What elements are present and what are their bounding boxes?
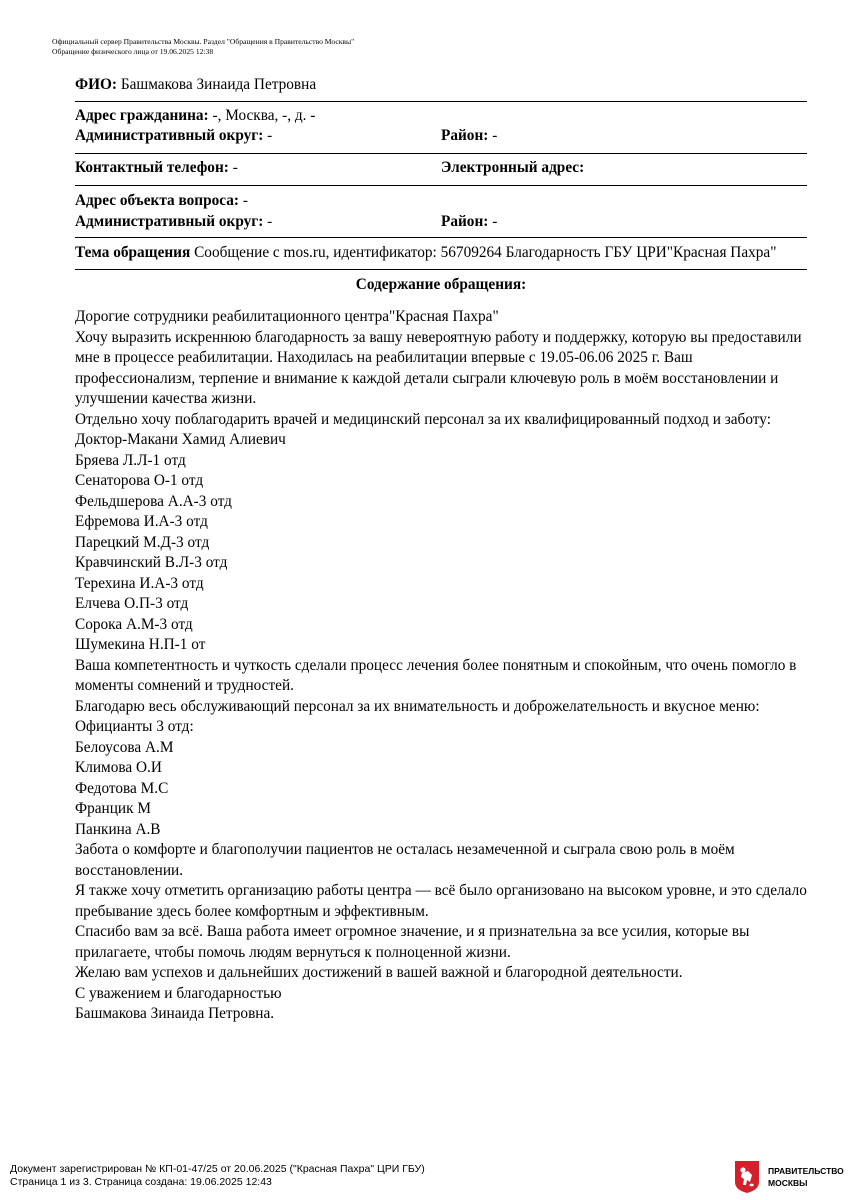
citizen-address-block [75,102,807,154]
content-line: Парецкий М.Д-3 отд [75,533,210,551]
content-line: Францик М [75,800,151,817]
object-address-block [75,186,807,238]
citizen-address-value: -, Москва, -, д. - [208,106,316,124]
phone-label: Контактный телефон: [75,158,229,176]
moscow-coat-of-arms-icon [734,1160,760,1194]
citizen-area-value: - [488,127,498,144]
content-line: Забота о комфорте и благополучии пациентов не осталась незамеченной и сыграла свою роль в моём восстановлении. [75,841,735,879]
fio-value: Башмакова Зинаида Петровна [117,76,317,93]
content-line: Бряева Л.Л-1 отд [75,451,186,469]
appeal-content [75,307,807,1025]
content-title: Содержание обращения: [355,275,527,293]
phone-value: - [228,158,238,176]
object-district-row [75,212,807,233]
header-source-line: Официальный сервер Правительства Москвы. Раздел "Обращения в Правительство Москвы" [52,37,355,46]
content-line: Башмакова Зинаида Петровна. [75,1005,275,1022]
content-line: Сенаторова О-1 отд [75,472,204,489]
citizen-address-label: Адрес гражданина: [75,106,209,124]
fio-row [75,74,807,102]
content-line: Официанты 3 отд: [75,718,194,735]
document-header-note [52,37,354,57]
citizen-area-label: Район: [441,127,489,144]
content-line: Благодарю весь обслуживающий персонал за их внимательность и доброжелательность и вкусное меню: [75,697,760,715]
content-line: Елчева О.П-3 отд [75,595,189,612]
citizen-district-value: - [263,127,273,144]
footer-registration-line: Документ зарегистрирован № КП-01-47/25 от 20.06.2025 ("Красная Пахра" ЦРИ ГБУ) [10,1163,425,1175]
content-line: Доктор-Макани Хамид Алиевич [75,431,286,448]
object-district-value: - [263,212,273,230]
object-address-value: - [239,192,248,209]
fio-label: ФИО: [75,76,118,93]
content-line: Терехина И.А-3 отд [75,574,204,592]
citizen-district-row [75,126,807,147]
content-line: Шумекина Н.П-1 от [75,636,206,653]
content-line: Сорока А.М-3 отд [75,615,193,633]
content-line: Фельдшерова А.А-3 отд [75,492,232,510]
contacts-row [75,154,807,187]
topic-row [75,238,807,270]
object-address-label: Адрес объекта вопроса: [75,192,239,209]
footer-page-line: Страница 1 из 3. Страница создана: 19.06.2025 12:43 [10,1175,272,1188]
content-line: Панкина А.В [75,820,161,838]
topic-label: Тема обращения [75,244,191,261]
government-name-line1: ПРАВИТЕЛЬСТВО [768,1166,844,1176]
citizen-address-row [75,106,807,127]
content-line: Дорогие сотрудники реабилитационного центра"Красная Пахра" [75,308,499,325]
email-label: Электронный адрес: [441,158,585,176]
topic-value: Сообщение с mos.ru, идентификатор: 56709264 Благодарность ГБУ ЦРИ"Красная Пахра" [190,244,777,261]
content-line: Ваша компетентность и чуткость сделали процесс лечения более понятным и спокойным, что очень помогло в моменты сомнений и трудностей. [75,656,797,694]
object-area-label: Район: [441,212,489,230]
citizen-district-label: Административный округ: [75,127,264,144]
object-area-value: - [488,212,498,230]
document-footer [10,1163,425,1188]
object-address-row [75,191,807,212]
government-name [768,1165,844,1189]
content-line: Отдельно хочу поблагодарить врачей и медицинский персонал за их квалифицированный подход и заботу: [75,410,771,428]
content-line: Спасибо вам за всё. Ваша работа имеет огромное значение, и я признательна за все усилия, которые вы прилагаете, чтобы помочь людям вернуться к полноценной жизни. [75,923,750,961]
content-line: Белоусова А.М [75,738,174,756]
moscow-government-logo [734,1160,844,1194]
content-line: Желаю вам успехов и дальнейших достижений в вашей важной и благородной деятельности. [75,964,683,981]
content-line: Я также хочу отметить организацию работы центра — всё было организовано на высоком уровне, и это сделало пребывание здесь более комфортным и эффективным. [75,882,807,920]
content-line: Ефремова И.А-3 отд [75,513,208,530]
header-appeal-date-line: Обращение физического лица от 19.06.2025 12:38 [52,47,214,56]
content-line: С уважением и благодарностью [75,984,282,1002]
content-line: Хочу выразить искреннюю благодарность за вашу невероятную работу и поддержку, которую вы предоставили мне в процессе реабилитации. Находилась на реабилитации впервые с 19.05-06.06 2025 г. Ваш профессионализм, терпение и внимание к каждой детали сыграли ключевую роль в моём восстановлении и улучшении качества жизни. [75,328,802,407]
content-line: Климова О.И [75,759,162,776]
government-name-line2: МОСКВЫ [768,1178,808,1188]
appeal-form [75,74,807,1025]
object-district-label: Административный округ: [75,212,264,230]
content-line: Федотова М.С [75,779,169,797]
content-line: Кравчинский В.Л-3 отд [75,554,228,571]
